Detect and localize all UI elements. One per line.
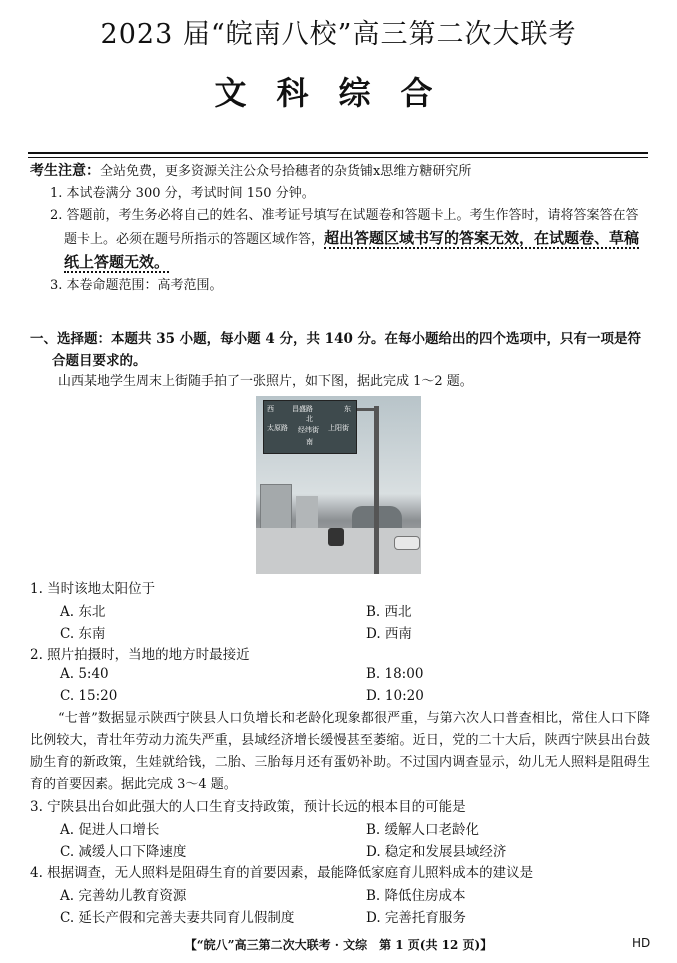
divider-thick <box>28 152 648 154</box>
exam-title: 2023 届“皖南八校”高三第二次大联考 <box>100 19 577 50</box>
q2-option-a: A. 5:40 <box>60 666 109 682</box>
subject-title: 文科综合 <box>214 74 463 112</box>
q4-stem: 4. 根据调查，无人照料是阻碍生育的首要因素，最能降低家庭育儿照料成本的建议是 <box>30 865 534 881</box>
q3-option-d: D. 稳定和发展县域经济 <box>366 844 507 860</box>
q3-stem: 3. 宁陕县出台如此强大的人口生育支持政策，预计长远的根本目的可能是 <box>30 799 466 815</box>
street-photo <box>256 396 421 574</box>
q2-stem: 2. 照片拍摄时，当地的地方时最接近 <box>30 647 250 663</box>
q4-option-a: A. 完善幼儿教育资源 <box>60 888 187 904</box>
q2-option-c: C. 15:20 <box>60 688 118 704</box>
sign-text: 南 <box>306 438 313 446</box>
sign-text: 西 <box>267 405 274 413</box>
q4-option-d: D. 完善托育服务 <box>366 910 466 926</box>
notice-item-2-text: 2. 答题前，考生务必将自己的姓名、准考证号填写在试题卷和答题卡上。考生作答时，请将答案答在答题卡上。必须在题号所指示的答题区域作答， <box>50 208 639 247</box>
notice-label: 考生注意： <box>30 163 100 179</box>
q3-4-passage: “七普”数据显示陕西宁陕县人口负增长和老龄化现象都很严重，与第六次人口普查相比，常住人口下降比例较大，青壮年劳动力流失严重，县域经济增长缓慢甚至萎缩。近日，党的二十大后，陕西宁陕县出台鼓励生育的新政策，生娃就给钱，二胎、三胎每月还有蛋奶补助。不过国内调查显示，幼儿无人照料是阻碍生育的首要因素。据此完成 3～4 题。 <box>30 711 650 792</box>
sign-text: 经纬街 <box>298 426 319 434</box>
q3-option-a: A. 促进人口增长 <box>60 822 160 838</box>
q4-option-b: B. 降低住房成本 <box>366 888 466 904</box>
notice-source-line: 全站免费，更多资源关注公众号拾穗者的杂货铺x思维方糖研究所 <box>100 164 472 179</box>
sign-text: 昌盛路 <box>292 405 313 413</box>
q1-2-intro: 山西某地学生周末上街随手拍了一张照片，如下图，据此完成 1～2 题。 <box>58 374 473 389</box>
notice-block <box>30 160 650 297</box>
q2-option-d: D. 10:20 <box>366 688 424 704</box>
photo-vehicle <box>328 528 344 546</box>
q3-option-b: B. 缓解人口老龄化 <box>366 822 480 838</box>
notice-item-2-emphasis: 超出答题区域书写的答案无效，在试题卷、草稿纸上答题无效。 <box>64 229 640 271</box>
q3-option-c: C. 减缓人口下降速度 <box>60 844 187 860</box>
sign-text: 上阳街 <box>328 424 349 432</box>
q1-option-a: A. 东北 <box>60 604 106 620</box>
q2-option-b: B. 18:00 <box>366 666 424 682</box>
q1-option-d: D. 西南 <box>366 626 412 642</box>
q1-option-c: C. 东南 <box>60 626 106 642</box>
notice-item-3: 3. 本卷命题范围：高考范围。 <box>50 278 223 293</box>
q4-option-c: C. 延长产假和完善夫妻共同育儿假制度 <box>60 910 295 926</box>
section-title: 一、选择题：本题共 35 小题，每小题 4 分，共 140 分。在每小题给出的四个选项中，只有一项是符合题目要求的。 <box>30 331 642 369</box>
sign-text: 东 <box>344 405 351 413</box>
road-sign <box>263 400 357 454</box>
notice-item-1: 1. 本试卷满分 300 分，考试时间 150 分钟。 <box>50 186 315 201</box>
q1-stem: 1. 当时该地太阳位于 <box>30 581 156 597</box>
divider-thin <box>28 157 648 158</box>
section-one-heading <box>30 328 650 372</box>
photo-vehicle <box>394 536 420 550</box>
photo-pole <box>374 406 379 574</box>
q1-option-b: B. 西北 <box>366 604 412 620</box>
sign-text: 北 <box>306 415 313 423</box>
sign-text: 太原路 <box>267 424 288 432</box>
notice-item-2 <box>30 205 650 275</box>
footer-code: HD <box>632 936 651 950</box>
notice-header-line <box>30 160 650 183</box>
page-footer: 【“皖八”高三第二次大联考 · 文综 第 1 页(共 12 页)】 <box>184 938 493 952</box>
